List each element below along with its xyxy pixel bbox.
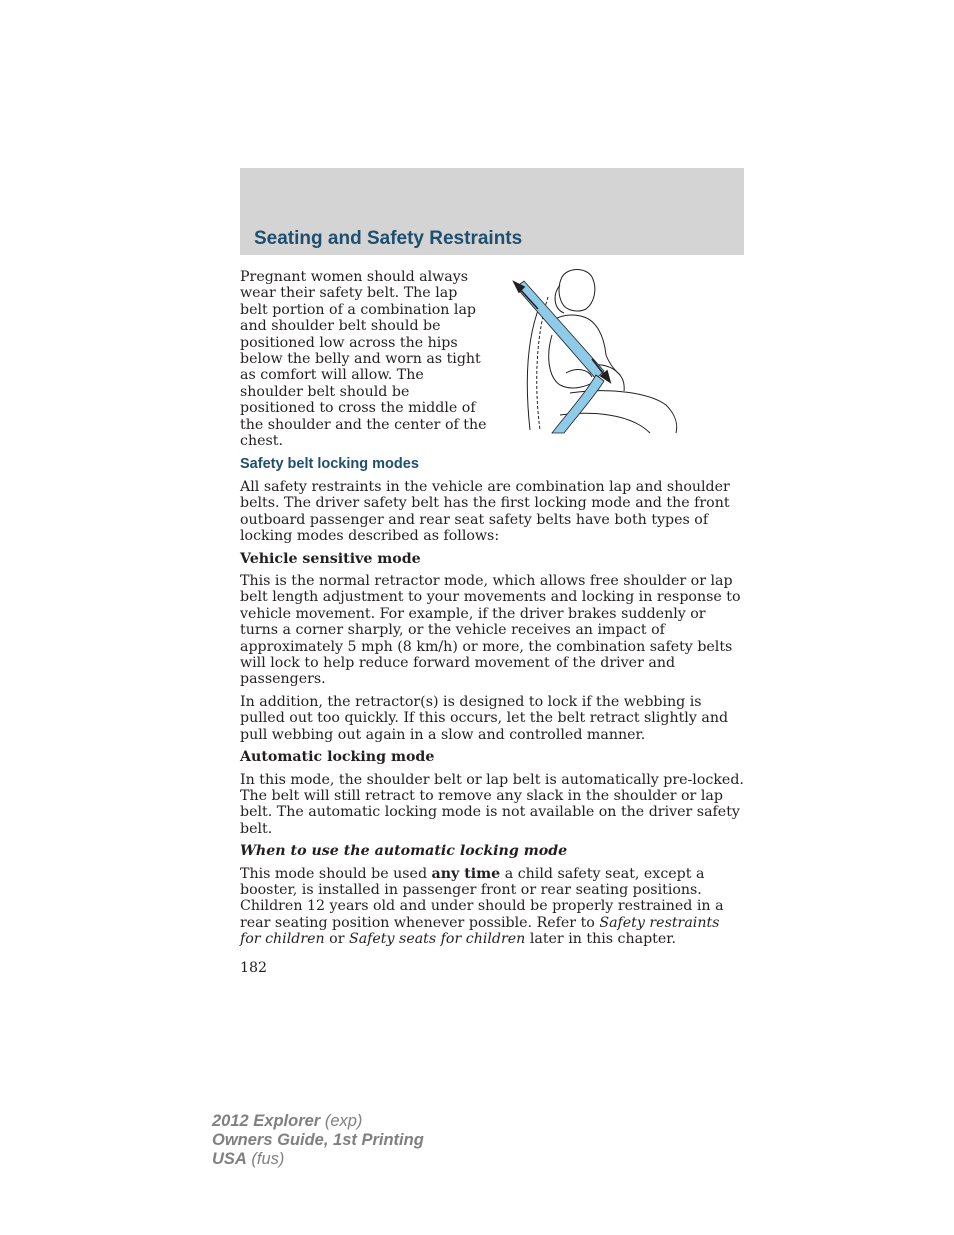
- when-to-use-heading: When to use the automatic locking mode: [240, 843, 568, 860]
- automatic-locking-paragraph-1: In this mode, the shoulder belt or lap belt is automatically pre-locked. The belt will still retract to remove any slack in the shoulder or lap belt. The automatic locking mode is not available on the driver safety belt.: [240, 771, 744, 837]
- vehicle-sensitive-heading: Vehicle sensitive mode: [240, 550, 421, 567]
- p2-text-b: a child safety seat, except a booster, is installed in passenger front or rear seating positions. Children 12 years old and under should be properly restrained in a rear seating position whenever possible. Refer to: [240, 865, 724, 931]
- shoulder-belt: [516, 281, 604, 379]
- intro-paragraph: Pregnant women should always wear their safety belt. The lap belt portion of a combination lap and shoulder belt should be positioned low across the hips below the belly and worn as tight as comfort will allow. The shoulder belt should be positioned to cross the middle of the shoulder and the center of the chest.: [240, 269, 487, 450]
- page-title: Seating and Safety Restraints: [254, 228, 523, 249]
- vehicle-sensitive-paragraph-2: In addition, the retractor(s) is designed to lock if the webbing is pulled out too quickly. If this occurs, let the belt retract slightly and pull webbing out again in a slow and controlled manner.: [240, 693, 729, 743]
- hair-outline: [555, 285, 564, 313]
- document-footer: [212, 1112, 424, 1169]
- when-to-use-paragraph: [240, 866, 744, 948]
- footer-line-3: [212, 1150, 424, 1169]
- p2-text-a: This mode should be used: [240, 865, 432, 882]
- hand-outline: [566, 370, 592, 377]
- page-number: 182: [240, 960, 268, 976]
- section-header-band: [240, 168, 744, 255]
- any-time-emphasis: any time: [431, 865, 501, 882]
- safety-restraints-children-reference: Safety restraints for children: [240, 914, 720, 948]
- p2-text-d: later in this chapter.: [525, 931, 677, 948]
- p2-text-c: or: [324, 931, 349, 948]
- footer-model-code: (exp): [320, 1112, 363, 1130]
- footer-line-1: [212, 1112, 424, 1131]
- footer-guide: Owners Guide, 1st Printing: [212, 1131, 424, 1149]
- footer-market: USA: [212, 1150, 247, 1168]
- vehicle-sensitive-paragraph-1: This is the normal retractor mode, which allows free shoulder or lap belt length adjustment to your movements and locking in response to vehicle movement. For example, if the driver brakes suddenly or turns a corner sharply, or the vehicle receives an impact of approximately 5 mph (8 km/h) or more, the combination safety belts will lock to help reduce forward movement of the driver and passengers.: [240, 573, 741, 688]
- footer-model: 2012 Explorer: [212, 1112, 321, 1130]
- footer-line-2: [212, 1131, 424, 1150]
- main-content: [240, 456, 744, 954]
- head-outline: [559, 270, 595, 312]
- safety-seats-children-reference: Safety seats for children: [348, 931, 526, 948]
- pregnant-woman-seatbelt-illustration: [500, 265, 688, 435]
- section-heading: Safety belt locking modes: [240, 456, 419, 472]
- automatic-locking-heading: Automatic locking mode: [240, 749, 435, 766]
- section-paragraph: All safety restraints in the vehicle are combination lap and shoulder belts. The driver safety belt has the first locking mode and the front outboard passenger and rear seat safety belts have both types of locking modes described as follows:: [240, 479, 730, 545]
- lap-belt: [552, 375, 604, 433]
- footer-market-code: (fus): [246, 1150, 285, 1168]
